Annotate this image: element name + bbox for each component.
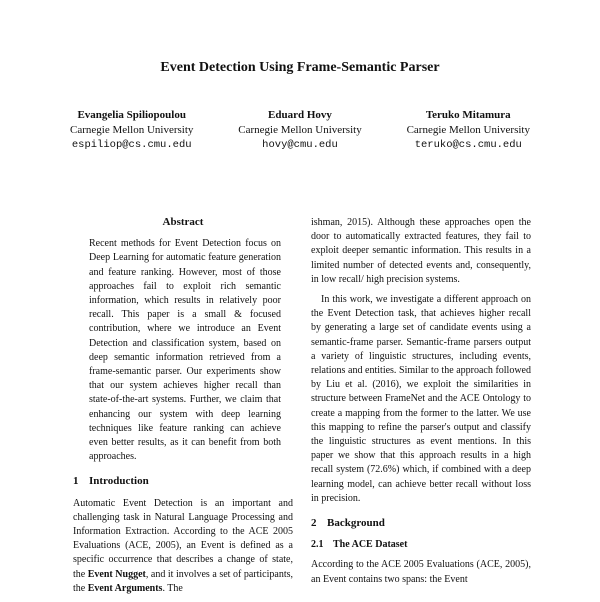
right-paragraph-1: ishman, 2015). Although these approaches open the door to automatically extracted features, they fail to exploit deeper semantic information. This results in a limited number of detected events and, consequently, in low recall/ high precision systems. [311,217,531,285]
section-number: 1 [73,475,79,488]
abstract-text: Recent methods for Event Detection focus on Deep Learning for automatic feature generation and feature ranking. However, most of those approaches fail to exploit rich semantic information, which results in relatively poor recall. This paper is a small & focused contribution, where we introduce an Event Detection and classification system, based on deep semantic information retrieved from a frame-semantic parser. Our experiments show that our system achieves higher recall than state-of-the-art systems. Further, we claim that enhancing our system with deep learning techniques like feature ranking can achieve even better results, as it can benefit from both approaches. [89,238,281,463]
author-name: Eduard Hovy [268,109,332,121]
abstract-heading: Abstract [162,216,204,228]
author-name: Evangelia Spiliopoulou [77,109,186,121]
left-column [73,215,293,602]
intro-term-event-nugget: Event Nugget [87,568,146,580]
author-3 [407,108,530,153]
section-title: Introduction [89,475,149,488]
author-affiliation: Carnegie Mellon University [238,124,362,136]
author-list [70,108,530,153]
section-1-heading [73,474,293,488]
right-column [311,216,531,593]
intro-paragraph [73,497,293,596]
intro-text-d: . The [162,582,183,594]
intro-text-c: , and it involves a set of participants, the [73,568,293,594]
author-name: Teruko Mitamura [425,109,511,121]
author-email: teruko@cs.cmu.edu [414,139,522,151]
subsection-number: 2.1 [311,539,324,551]
paper-title: Event Detection Using Frame-Semantic Parser [160,60,440,75]
author-2 [238,108,361,153]
author-email: espiliop@cs.cmu.edu [71,139,192,151]
right-paragraph-3: According to the ACE 2005 Evaluations (ACE, 2005), an Event contains two spans: the Event [311,559,531,585]
subsection-2-1-heading [311,538,531,552]
section-2-heading [311,516,531,530]
author-email: hovy@cmu.edu [262,139,338,151]
author-affiliation: Carnegie Mellon University [406,124,530,136]
author-affiliation: Carnegie Mellon University [70,124,194,136]
subsection-title: The ACE Dataset [333,539,408,551]
intro-text-a: Automatic Event Detection is an important and challenging task in Natural Language Processing and Information Extraction. According to the ACE 2005 Evaluations (ACE, 2005), an Event is defined as a specific occurrence that describes a change of state, the [73,497,293,580]
section-title: Background [327,517,385,530]
section-number: 2 [311,517,317,530]
right-paragraph-2: In this work, we investigate a different approach on the Event Detection task, that achieves higher recall by generating a large set of candidate events using a semantic-frame parser. Semantic-frame parsers output a variety of linguistic structures, including events, relations and entities. Similar to the approach followed by Liu et al. (2016), we exploit the similarities in structure between FrameNet and the ACE Ontology to create a mapping from the former to the latter. We use this mapping to refine the parser's output and classify the linguistic structures as event mentions. In this paper we show that this approach results in a high recall system (72.6%) which, if combined with a deep learning model, can achieve better recall without loss in precision. [311,294,531,504]
author-1 [70,108,193,153]
intro-term-event-arguments: Event Arguments [87,582,163,594]
